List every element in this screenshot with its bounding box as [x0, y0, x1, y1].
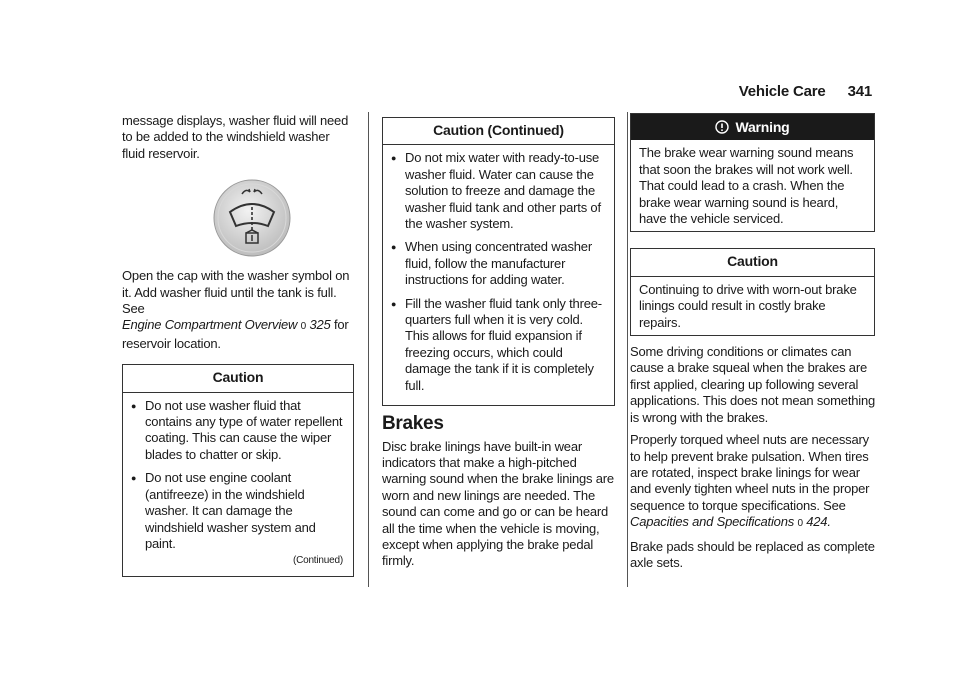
- column-divider: [627, 112, 628, 587]
- caution-item: ● Do not mix water with ready-to-use washer fluid. Water can cause the solution to freeze and damage the washer fluid tank and other parts of the washer system.: [391, 150, 606, 232]
- column-right: [630, 113, 875, 577]
- page-ref-icon: 0: [797, 518, 803, 530]
- caution-item: ● When using concentrated washer fluid, follow the manufacturer instructions for adding water.: [391, 239, 606, 288]
- caution-item: ● Do not use engine coolant (antifreeze) in the windshield washer. It can damage the windshield washer system and paint.: [131, 470, 345, 552]
- page-header: [739, 84, 872, 100]
- column-left: [122, 113, 354, 585]
- section-title: Vehicle Care: [738, 83, 826, 100]
- wheel-nut-text: Properly torqued wheel nuts are necessary to help prevent brake pulsation. When tires are rotated, inspect brake linings for wear and evenly tighten wheel nuts in the proper sequence to torque specifications. See: [630, 432, 870, 513]
- squeal-paragraph: Some driving conditions or climates can cause a brake squeal when the brakes are first applied, clearing up following several applications. This does not mean something is wrong with the brakes.: [630, 344, 876, 425]
- brake-pads-paragraph: Brake pads should be replaced as complete axle sets.: [630, 538, 875, 570]
- windshield-washer-symbol-icon: [212, 178, 292, 258]
- refill-paragraph: [122, 268, 354, 352]
- refill-text: Open the cap with the washer symbol on it. Add washer fluid until the tank is full. See: [122, 268, 350, 317]
- caution-item: ● Do not use washer fluid that contains any type of water repellent coating. This can cause the wiper blades to chatter or skip.: [131, 398, 345, 464]
- warning-header: [631, 114, 874, 140]
- caution-box: [630, 248, 875, 336]
- caution-body: Continuing to drive with worn-out brake linings could result in costly brake repairs.: [639, 281, 857, 330]
- refill-tail: for reservoir location.: [122, 317, 349, 351]
- column-middle: [382, 117, 615, 576]
- warning-title: Warning: [735, 119, 790, 135]
- ref-link[interactable]: Capacities and Specifications: [630, 514, 795, 530]
- caution-item: ● Fill the washer fluid tank only three-quarters full when it is very cold. This allows for fluid expansion if freezing occurs, which could damage the tank if it is completely full.: [391, 296, 606, 394]
- caution-title: Caution: [123, 365, 353, 392]
- ref-page[interactable]: 424.: [806, 514, 831, 530]
- ref-link[interactable]: Engine Compartment Overview: [122, 317, 298, 333]
- caution-continued-title: Caution (Continued): [383, 118, 614, 145]
- washer-icon-wrap: [150, 178, 354, 258]
- caution-continued-box: [382, 117, 615, 406]
- warning-icon: [715, 120, 729, 134]
- ref-page[interactable]: 325: [309, 317, 331, 333]
- column-divider: [368, 112, 369, 587]
- warning-body: The brake wear warning sound means that soon the brakes will not work well. That could lead to a crash. When the brake wear warning sound is heard, have the vehicle serviced.: [639, 145, 854, 227]
- page-number: 341: [847, 83, 872, 100]
- caution-box: [122, 364, 354, 576]
- warning-box: [630, 113, 875, 232]
- continued-label: (Continued): [292, 555, 343, 567]
- section-heading: Brakes: [382, 413, 444, 435]
- page-ref-icon: 0: [300, 321, 307, 333]
- wheel-nut-paragraph: [630, 432, 875, 532]
- caution-title: Caution: [631, 249, 874, 276]
- intro-paragraph: message displays, washer fluid will need to be added to the windshield washer fluid reservoir.: [122, 113, 349, 161]
- brakes-paragraph: Disc brake linings have built-in wear indicators that make a high-pitched warning sound when the brake linings are worn and new linings are needed. The sound can come and go or can be heard all the time when the vehicle is moving, except when applying the brake pedal firmly.: [382, 438, 614, 569]
